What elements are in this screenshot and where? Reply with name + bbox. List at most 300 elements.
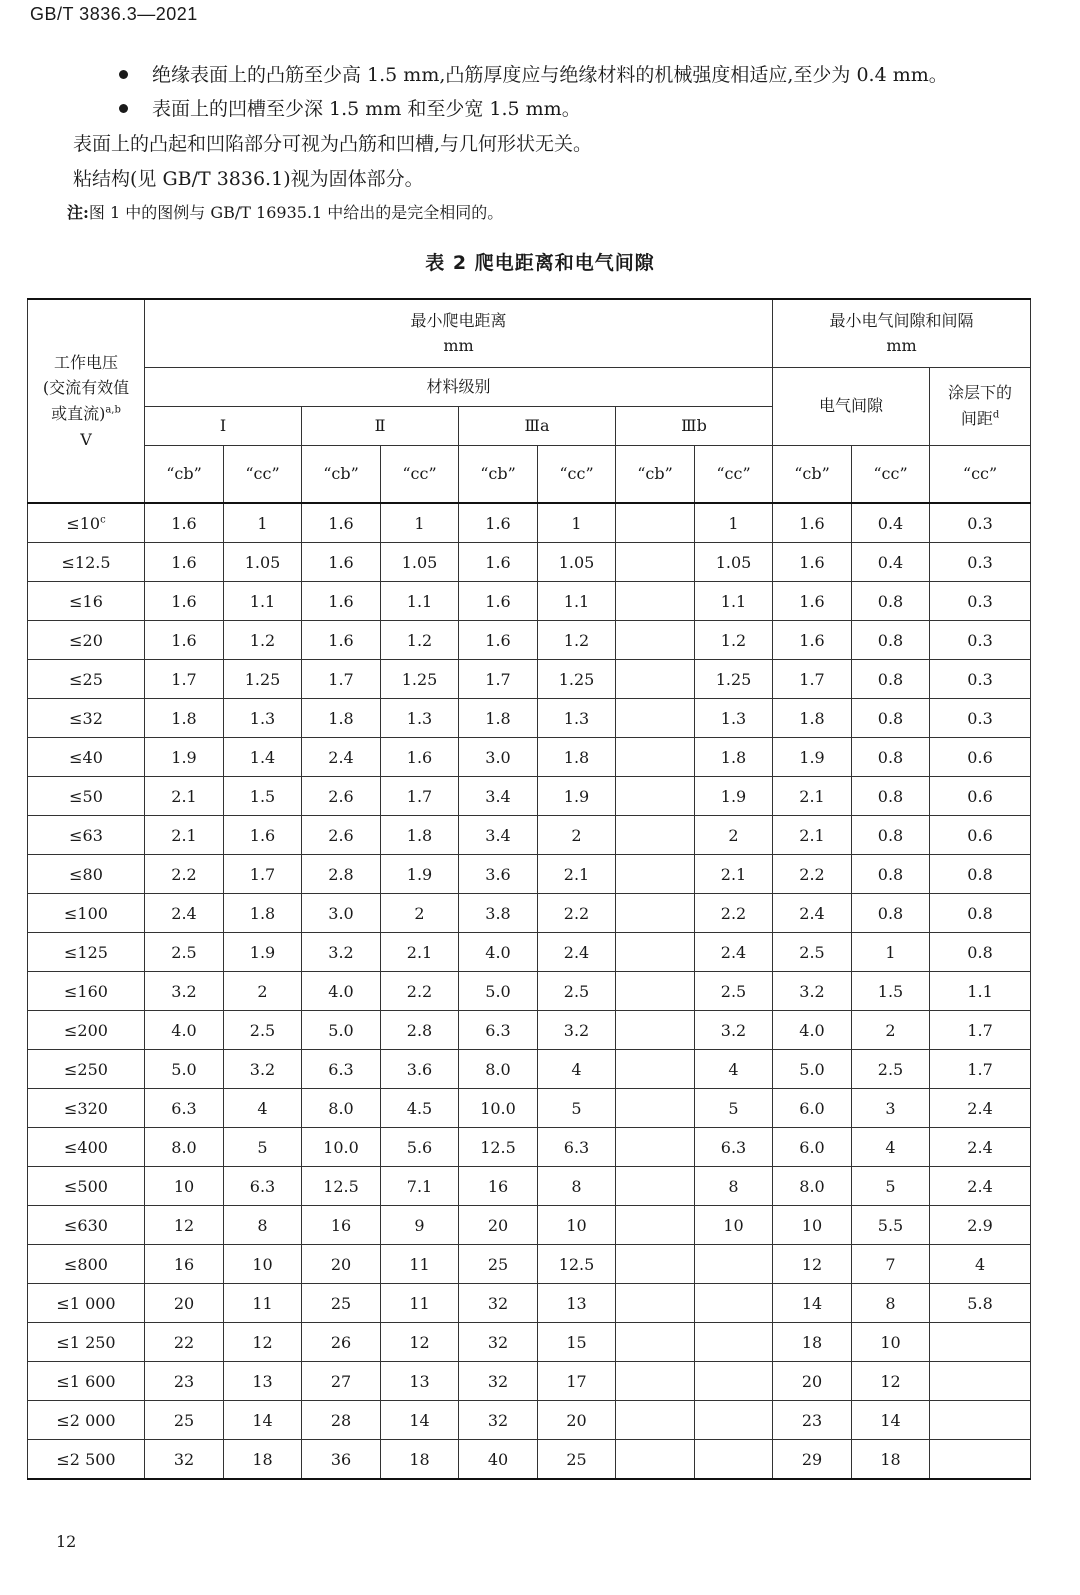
cell-text: 18 — [880, 1449, 901, 1469]
note-label: 注: — [67, 203, 89, 222]
cell-text: 5.0 — [171, 1059, 197, 1079]
cell-text: 14 — [801, 1293, 823, 1313]
cell-text: 2.4 — [328, 747, 354, 767]
value-cell — [224, 660, 302, 699]
value-cell — [459, 816, 538, 855]
value-cell — [852, 855, 930, 894]
value-cell — [302, 503, 381, 543]
value-cell — [145, 816, 224, 855]
cell-text: 6.3 — [720, 1137, 747, 1157]
value-cell — [381, 1089, 459, 1128]
header-under-coating-text: 间距 — [960, 409, 993, 428]
value-cell — [302, 582, 381, 621]
value-cell — [695, 503, 773, 543]
value-cell — [773, 1323, 852, 1362]
value-cell — [695, 543, 773, 582]
value-cell — [381, 1323, 459, 1362]
header-under-coating-line — [930, 406, 1030, 432]
cell-text: 6.3 — [249, 1176, 276, 1196]
value-cell — [773, 777, 852, 816]
value-cell — [773, 1050, 852, 1089]
value-cell — [145, 1206, 224, 1245]
cell-text: ≤100 — [64, 903, 108, 923]
voltage-cell — [28, 1245, 145, 1284]
voltage-cell — [28, 1128, 145, 1167]
value-cell — [930, 1011, 1031, 1050]
cell-text: 0.8 — [877, 747, 904, 767]
header-group-3b: Ⅲb — [616, 406, 773, 445]
value-cell — [773, 621, 852, 660]
voltage-cell — [28, 1284, 145, 1323]
value-cell — [695, 1362, 773, 1401]
voltage-cell — [28, 1440, 145, 1480]
header-subcol-cc: “cc” — [930, 445, 1031, 503]
bullet-dot — [119, 70, 128, 79]
cell-text: 0.8 — [877, 669, 904, 689]
cell-text: 0.3 — [967, 552, 993, 572]
value-cell — [852, 738, 930, 777]
value-cell — [852, 894, 930, 933]
table-row — [28, 582, 1031, 621]
value-cell — [381, 1284, 459, 1323]
value-cell — [145, 1323, 224, 1362]
voltage-cell — [28, 1206, 145, 1245]
cell-text: ≤40 — [69, 747, 103, 767]
value-cell — [302, 777, 381, 816]
cell-text: 1.7 — [249, 864, 276, 884]
cell-text: 2.4 — [799, 903, 825, 923]
value-cell — [852, 1050, 930, 1089]
cell-text: 8 — [257, 1215, 268, 1235]
cell-text: 3.2 — [720, 1020, 747, 1040]
value-cell — [538, 1050, 616, 1089]
cell-text: 13 — [409, 1371, 430, 1391]
value-cell — [459, 855, 538, 894]
cell-text: 4 — [885, 1137, 896, 1157]
value-cell — [773, 1128, 852, 1167]
value-cell — [538, 1362, 616, 1401]
cell-text: 1.2 — [406, 630, 433, 650]
value-cell — [459, 503, 538, 543]
cell-text: 1.6 — [485, 513, 511, 533]
cell-text: 1.7 — [171, 669, 197, 689]
voltage-cell — [28, 660, 145, 699]
value-cell — [616, 777, 695, 816]
cell-text: 10.0 — [323, 1137, 359, 1157]
value-cell — [852, 1011, 930, 1050]
cell-text: 2.5 — [720, 981, 747, 1001]
value-cell — [616, 1089, 695, 1128]
cell-text: 7 — [885, 1254, 896, 1274]
cell-text: 5.0 — [328, 1020, 354, 1040]
value-cell — [930, 855, 1031, 894]
cell-text: 23 — [801, 1410, 823, 1430]
value-cell — [538, 621, 616, 660]
header-subcol-cb: “cb” — [302, 445, 381, 503]
cell-text: 1.8 — [328, 708, 354, 728]
cell-text: 26 — [330, 1332, 352, 1352]
cell-text: 17 — [566, 1371, 587, 1391]
value-cell — [930, 1401, 1031, 1440]
cell-text: ≤63 — [69, 825, 103, 845]
cell-text: 20 — [330, 1254, 352, 1274]
header-subcol-cc: “cc” — [852, 445, 930, 503]
cell-text: 13 — [252, 1371, 273, 1391]
value-cell — [773, 1167, 852, 1206]
value-cell — [224, 855, 302, 894]
cell-text: 1.25 — [401, 669, 438, 689]
value-cell — [145, 1440, 224, 1480]
voltage-cell — [28, 543, 145, 582]
cell-text: 32 — [487, 1371, 509, 1391]
cell-text: ≤630 — [64, 1215, 108, 1235]
cell-text: 8.0 — [799, 1176, 825, 1196]
cell-text: 10 — [252, 1254, 273, 1274]
value-cell — [302, 1011, 381, 1050]
standard-code: GB/T 3836.3—2021 — [30, 4, 198, 24]
cell-text: 1.3 — [563, 708, 590, 728]
cell-text: 1.6 — [799, 630, 825, 650]
voltage-cell — [28, 1362, 145, 1401]
cell-text: 2.1 — [406, 942, 433, 962]
cell-text: 1.3 — [720, 708, 747, 728]
value-cell — [302, 933, 381, 972]
voltage-cell — [28, 699, 145, 738]
cell-text: ≤20 — [69, 630, 103, 650]
value-cell — [381, 1128, 459, 1167]
cell-text: 1.1 — [406, 591, 433, 611]
value-cell — [538, 1011, 616, 1050]
cell-text: 3.2 — [249, 1059, 276, 1079]
value-cell — [224, 582, 302, 621]
header-subcol-cb: “cb” — [459, 445, 538, 503]
cell-text: 6.3 — [328, 1059, 354, 1079]
cell-text: ≤2 500 — [56, 1449, 116, 1469]
cell-text: 40 — [487, 1449, 509, 1469]
cell-text: 2 — [414, 903, 425, 923]
value-cell — [930, 816, 1031, 855]
value-cell — [773, 816, 852, 855]
value-cell — [538, 582, 616, 621]
cell-text: 2.2 — [799, 864, 825, 884]
table-row — [28, 543, 1031, 582]
cell-text: 10 — [880, 1332, 901, 1352]
value-cell — [538, 543, 616, 582]
cell-text: 0.6 — [967, 747, 993, 767]
cell-text: 2.6 — [328, 786, 354, 806]
value-cell — [930, 1206, 1031, 1245]
cell-text: ≤320 — [64, 1098, 108, 1118]
value-cell — [145, 1050, 224, 1089]
value-cell — [930, 894, 1031, 933]
table-row — [28, 1401, 1031, 1440]
table-row — [28, 1362, 1031, 1401]
cell-text: 12 — [173, 1215, 195, 1235]
cell-text: 2.2 — [563, 903, 590, 923]
header-material-group: 材料级别 — [145, 367, 773, 406]
cell-text: ≤2 000 — [56, 1410, 116, 1430]
cell-text: 18 — [252, 1449, 273, 1469]
cell-text: 28 — [330, 1410, 352, 1430]
value-cell — [930, 933, 1031, 972]
value-cell — [224, 972, 302, 1011]
value-cell — [302, 621, 381, 660]
cell-text: 16 — [330, 1215, 352, 1235]
value-cell — [852, 972, 930, 1011]
cell-text: ≤125 — [64, 942, 108, 962]
cell-text: 1 — [571, 513, 582, 533]
cell-text: 2.6 — [328, 825, 354, 845]
value-cell — [145, 1401, 224, 1440]
value-cell — [381, 972, 459, 1011]
cell-text: 3.0 — [485, 747, 511, 767]
cell-text: 1.6 — [328, 630, 354, 650]
voltage-cell — [28, 777, 145, 816]
note — [67, 200, 503, 223]
cell-text: 5 — [571, 1098, 582, 1118]
value-cell — [773, 855, 852, 894]
value-cell — [302, 1089, 381, 1128]
cell-text: 1 — [728, 513, 739, 533]
cell-text: 1.6 — [799, 552, 825, 572]
cell-text: 2.5 — [563, 981, 590, 1001]
header-subcol-cb: “cb” — [773, 445, 852, 503]
cell-text: 1.05 — [244, 552, 281, 572]
cell-text: 20 — [487, 1215, 509, 1235]
value-cell — [459, 738, 538, 777]
value-cell — [773, 1362, 852, 1401]
value-cell — [302, 1206, 381, 1245]
value-cell — [224, 1011, 302, 1050]
value-cell — [616, 1401, 695, 1440]
voltage-cell — [28, 816, 145, 855]
value-cell — [381, 738, 459, 777]
cell-text: 6.3 — [563, 1137, 590, 1157]
value-cell — [459, 1284, 538, 1323]
cell-text: 12.5 — [558, 1254, 595, 1274]
value-cell — [852, 777, 930, 816]
value-cell — [695, 1167, 773, 1206]
bullet-item-grooves: 表面上的凹槽至少深 1.5 mm 和至少宽 1.5 mm。 — [152, 98, 581, 120]
cell-text: 25 — [566, 1449, 587, 1469]
cell-text: 32 — [487, 1332, 509, 1352]
value-cell — [302, 1167, 381, 1206]
cell-text: 10.0 — [480, 1098, 516, 1118]
header-subcol-cb: “cb” — [145, 445, 224, 503]
header-group-3a: Ⅲa — [459, 406, 616, 445]
value-cell — [695, 699, 773, 738]
cell-text: 1.3 — [406, 708, 433, 728]
cell-text: 1.1 — [967, 981, 993, 1001]
value-cell — [852, 660, 930, 699]
value-cell — [381, 1245, 459, 1284]
value-cell — [852, 543, 930, 582]
cell-text: 0.8 — [877, 786, 904, 806]
value-cell — [616, 1440, 695, 1480]
value-cell — [773, 894, 852, 933]
cell-text: 0.8 — [967, 864, 993, 884]
value-cell — [538, 1167, 616, 1206]
value-cell — [302, 1245, 381, 1284]
value-cell — [381, 543, 459, 582]
value-cell — [459, 1167, 538, 1206]
header-working-voltage — [28, 299, 145, 503]
value-cell — [616, 1167, 695, 1206]
table-title: 表 2 爬电距离和电气间隙 — [425, 252, 655, 274]
cell-text: 2 — [885, 1020, 896, 1040]
header-group-1: Ⅰ — [145, 406, 302, 445]
table-row — [28, 1440, 1031, 1480]
voltage-cell — [28, 933, 145, 972]
voltage-cell — [28, 582, 145, 621]
value-cell — [538, 1323, 616, 1362]
cell-text: 1.1 — [249, 591, 276, 611]
cell-text: 1.7 — [967, 1059, 993, 1079]
cell-text: 3.0 — [328, 903, 354, 923]
table-row — [28, 894, 1031, 933]
value-cell — [459, 1011, 538, 1050]
cell-text: 5 — [885, 1176, 896, 1196]
value-cell — [302, 1284, 381, 1323]
cell-text: 4.5 — [406, 1098, 433, 1118]
cell-text: ≤1 600 — [56, 1371, 116, 1391]
table-header — [28, 299, 1031, 503]
value-cell — [695, 1206, 773, 1245]
value-cell — [459, 894, 538, 933]
cell-text: 1.9 — [406, 864, 433, 884]
value-cell — [695, 1323, 773, 1362]
value-cell — [852, 1362, 930, 1401]
cell-text: 3.6 — [406, 1059, 433, 1079]
table-row — [28, 1089, 1031, 1128]
header-voltage-line: (交流有效值 — [42, 378, 130, 398]
value-cell — [224, 1284, 302, 1323]
cell-text: 1.6 — [249, 825, 276, 845]
value-cell — [773, 582, 852, 621]
value-cell — [616, 699, 695, 738]
value-cell — [773, 1401, 852, 1440]
table-row — [28, 660, 1031, 699]
cell-text: 2 — [257, 981, 268, 1001]
cell-text: 0.8 — [967, 903, 993, 923]
value-cell — [302, 1401, 381, 1440]
value-cell — [538, 894, 616, 933]
cell-text: 2.5 — [799, 942, 825, 962]
cell-text: 3.2 — [799, 981, 825, 1001]
value-cell — [616, 1050, 695, 1089]
page-number: 12 — [56, 1532, 77, 1551]
value-cell — [145, 1245, 224, 1284]
cell-text: ≤1 000 — [56, 1293, 116, 1313]
value-cell — [616, 738, 695, 777]
value-cell — [538, 1128, 616, 1167]
value-cell — [538, 503, 616, 543]
cell-text: 2.5 — [877, 1059, 904, 1079]
value-cell — [930, 699, 1031, 738]
cell-text: 12.5 — [323, 1176, 359, 1196]
voltage-cell — [28, 972, 145, 1011]
value-cell — [302, 972, 381, 1011]
bullet-item-ribs: 绝缘表面上的凸筋至少高 1.5 mm,凸筋厚度应与绝缘材料的机械强度相适应,至少为 0.4 mm。 — [152, 64, 948, 86]
cell-text: 1.8 — [799, 708, 825, 728]
value-cell — [381, 1011, 459, 1050]
cell-text: 32 — [487, 1410, 509, 1430]
cell-text: 1.3 — [249, 708, 276, 728]
cell-text: 1.25 — [558, 669, 595, 689]
value-cell — [224, 894, 302, 933]
value-cell — [538, 1401, 616, 1440]
table-row — [28, 933, 1031, 972]
value-cell — [302, 855, 381, 894]
value-cell — [145, 855, 224, 894]
table-row — [28, 855, 1031, 894]
value-cell — [616, 1128, 695, 1167]
value-cell — [224, 738, 302, 777]
value-cell — [302, 1440, 381, 1480]
cell-text: 2.4 — [171, 903, 197, 923]
cell-text: 10 — [173, 1176, 195, 1196]
cell-text: 15 — [566, 1332, 587, 1352]
value-cell — [852, 1167, 930, 1206]
value-cell — [616, 621, 695, 660]
value-cell — [616, 894, 695, 933]
cell-text: 0.6 — [967, 825, 993, 845]
cell-text: 2.1 — [563, 864, 590, 884]
header-subcol-cc: “cc” — [224, 445, 302, 503]
value-cell — [302, 543, 381, 582]
cell-text: 10 — [801, 1215, 823, 1235]
voltage-cell — [28, 855, 145, 894]
value-cell — [145, 699, 224, 738]
cell-text: 20 — [801, 1371, 823, 1391]
cell-text: 0.8 — [967, 942, 993, 962]
table-row — [28, 1245, 1031, 1284]
value-cell — [302, 699, 381, 738]
value-cell — [930, 543, 1031, 582]
value-cell — [538, 699, 616, 738]
header-creepage-title: 最小爬电距离 — [410, 310, 507, 330]
cell-text: 2.4 — [967, 1137, 993, 1157]
cell-text: ≤32 — [69, 708, 103, 728]
cell-text: 0.8 — [877, 630, 904, 650]
value-cell — [459, 1440, 538, 1480]
cell-text: 1.7 — [799, 669, 825, 689]
voltage-cell — [28, 1167, 145, 1206]
cell-text: 12 — [801, 1254, 823, 1274]
value-cell — [224, 777, 302, 816]
value-cell — [459, 1089, 538, 1128]
cell-text: 1.6 — [328, 513, 354, 533]
cell-text: 12.5 — [480, 1137, 516, 1157]
value-cell — [381, 777, 459, 816]
value-cell — [224, 1050, 302, 1089]
cell-text: 1.6 — [406, 747, 433, 767]
cell-text: 11 — [252, 1293, 273, 1313]
cell-text: ≤25 — [69, 669, 103, 689]
value-cell — [616, 1323, 695, 1362]
cell-text: 1.8 — [406, 825, 433, 845]
value-cell — [145, 1362, 224, 1401]
cell-text: 2.2 — [171, 864, 197, 884]
voltage-cell — [28, 894, 145, 933]
value-cell — [930, 972, 1031, 1011]
cell-text: 2 — [728, 825, 739, 845]
cell-text: 1.6 — [485, 591, 511, 611]
value-cell — [852, 933, 930, 972]
value-cell — [773, 933, 852, 972]
cell-text: 1 — [414, 513, 425, 533]
cell-text: 32 — [487, 1293, 509, 1313]
